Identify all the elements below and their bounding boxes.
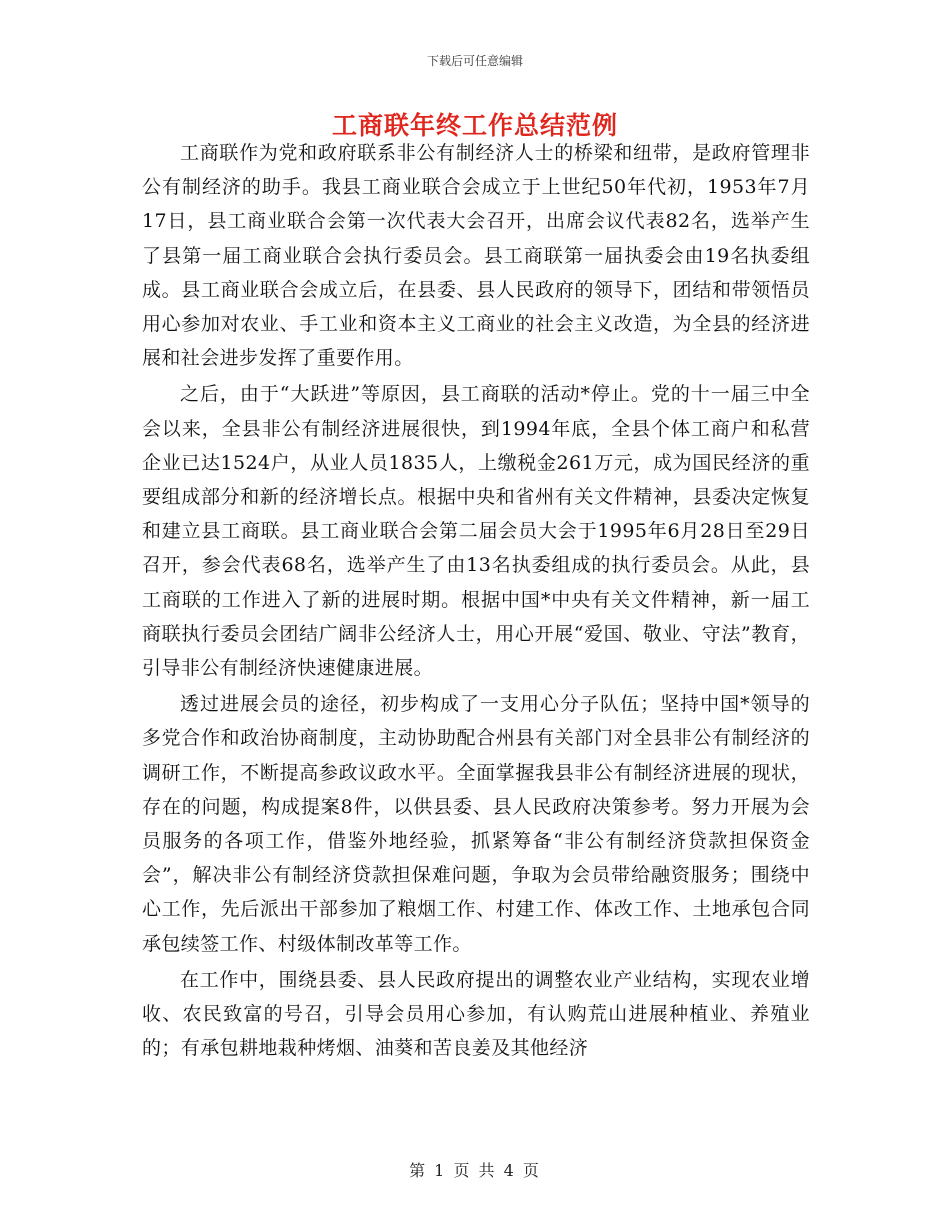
page-number-footer: 第 1 页 共 4 页 — [409, 1161, 541, 1180]
paragraph-2: 之后，由于“大跃进”等原因，县工商联的活动*停止。党的十一届三中全会以来，全县非公有制经济进展很快，到1994年底，全县个体工商户和私营企业已达1524户，从业人员1835人，上缴税金261万元，成为国民经济的重要组成部分和新的经济增长点。根据中央和省州有关文件精神，县委决定恢复和建立县工商联。县工商业联合会第二届会员大会于1995年6月28日至29日召开，参会代表68名，选举产生了由13名执委组成的执行委员会。从此，县工商联的工作进入了新的进展时期。根据中国*中央有关文件精神，新一届工商联执行委员会团结广阔非公经济人士，用心开展“爱国、敬业、守法”教育，引导非公有制经济快速健康进展。 — [142, 383, 810, 680]
paragraph-1: 工商联作为党和政府联系非公有制经济人士的桥梁和纽带，是政府管理非公有制经济的助手。我县工商业联合会成立于上世纪50年代初，1953年7月17日，县工商业联合会第一次代表大会召开，出席会议代表82名，选举产生了县第一届工商业联合会执行委员会。县工商联第一届执委会由19名执委组成。县工商业联合会成立后，在县委、县人民政府的领导下，团结和带领悟员用心参加对农业、手工业和资本主义工商业的社会主义改造，为全县的经济进展和社会进步发挥了重要作用。 — [142, 142, 810, 370]
document-body — [142, 136, 810, 1065]
document-title: 工商联年终工作总结范例 — [331, 111, 618, 140]
page-header-note: 下载后可任意编辑 — [426, 54, 523, 68]
paragraph-3: 透过进展会员的途径，初步构成了一支用心分子队伍；坚持中国*领导的多党合作和政治协商制度，主动协助配合州县有关部门对全县非公有制经济的调研工作，不断提高参政议政水平。全面掌握我县非公有制经济进展的现状，存在的问题，构成提案8件，以供县委、县人民政府决策参考。努力开展为会员服务的各项工作，借鉴外地经验，抓紧筹备“非公有制经济贷款担保资金会”，解决非公有制经济贷款担保难问题，争取为会员带给融资服务；围绕中心工作，先后派出干部参加了粮烟工作、村建工作、体改工作、土地承包合同承包续签工作、村级体制改革等工作。 — [142, 693, 810, 955]
paragraph-4: 在工作中，围绕县委、县人民政府提出的调整农业产业结构，实现农业增收、农民致富的号召，引导会员用心参加，有认购荒山进展种植业、养殖业的；有承包耕地栽种烤烟、油葵和苦良姜及其他经济 — [142, 968, 810, 1060]
